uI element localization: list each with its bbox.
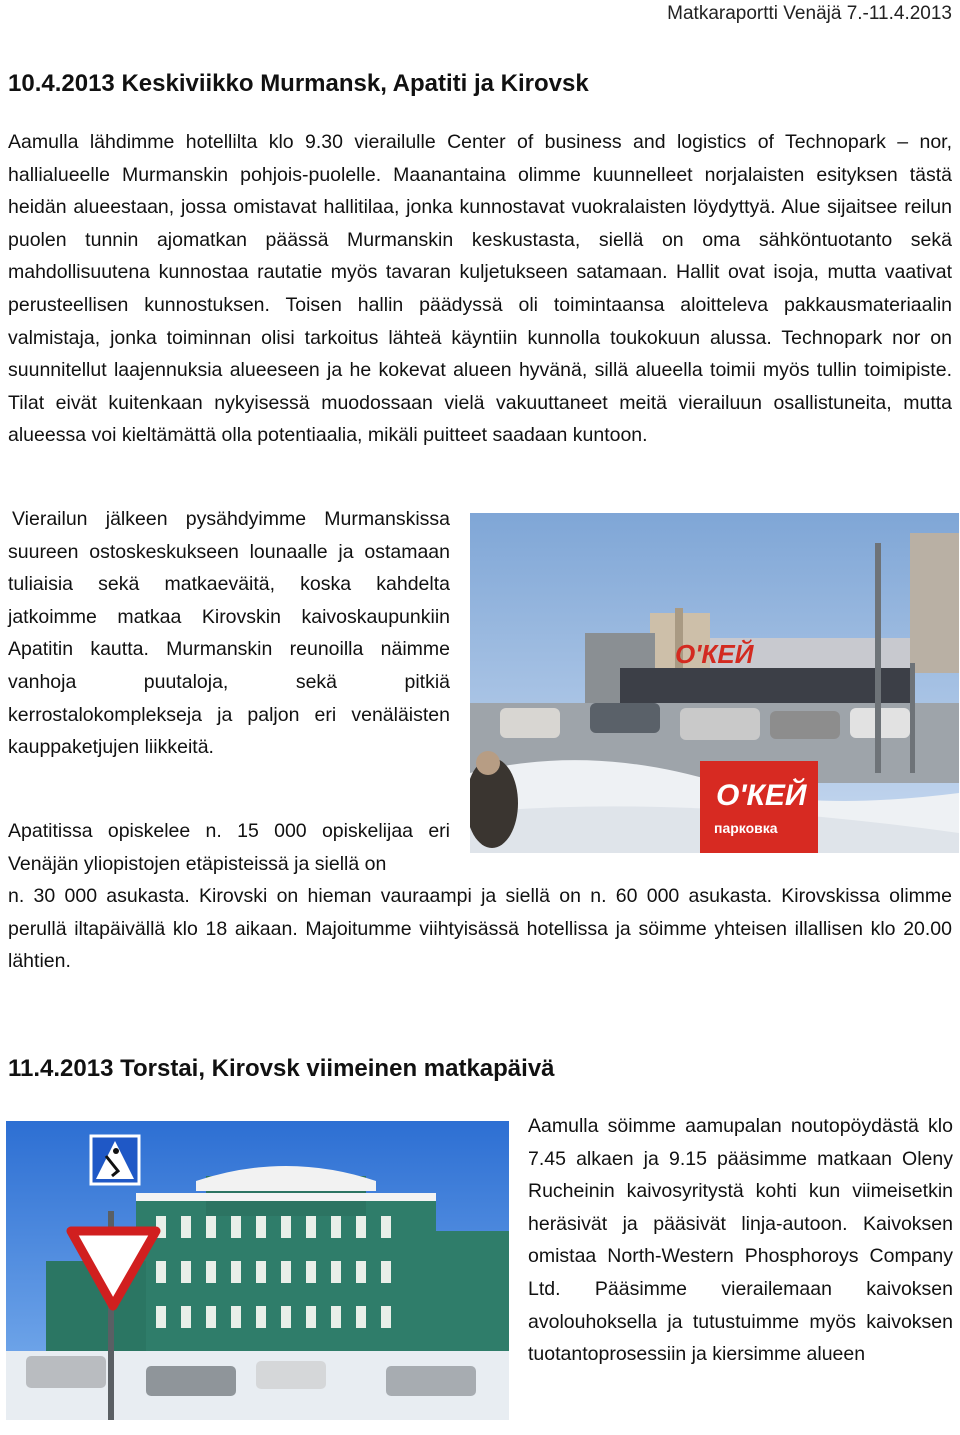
- paragraph-technopark-visit: Aamulla lähdimme hotellilta klo 9.30 vierailulle Center of business and logistics of Technopark – nor, hallialueelle Murmanskin pohjois-puolelle. Maanantaina olimme kuunnelleet norjalaisten esityksen tästä heidän alueestaan, jossa omistavat hallitilaa, jonka kunnostavat vuokralaisten löydyttyä. Alue sijaitsee reilun puolen tunnin ajomatkan päässä Murmanskin keskustasta, siellä on oma sähköntuotanto sekä mahdollisuutena kunnostaa rautatie myös tavaran kuljetukseen satamaan. Hallit ovat isoja, mutta vaativat perusteellisen kunnostuksen. Toisen hallin päädyssä oli toimintaansa aloitteleva pakkausmateriaalin valmistaja, jonka toiminnan olisi tarkoitus lähteä käyntiin kunnolla toukokuun alussa. Technopark nor on suunnitellut laajennuksia alueeseen ja he kokevat alueen hyvänä, sillä alueella toimii myös tullin toimipiste. Tilat eivät kuitenkaan nykyisessä muodossaan vielä vakuuttaneet meitä vierailuun osallistuneita, mutta alueessa voi kieltämättä olla potentiaalia, mikäli puitteet saadaan kuntoon.: [8, 131, 952, 447]
- okey-store-sign: О'КЕЙ: [675, 639, 754, 669]
- parking-label: парковка: [714, 820, 778, 836]
- shopping-center-photo: [470, 513, 959, 853]
- okey-parking-sign: О'КЕЙ: [716, 779, 807, 812]
- paragraph-apatity-kirovsk: n. 30 000 asukasta. Kirovski on hieman vauraampi ja siellä on n. 60 000 asukasta. Kirovskissa olimme perullä iltapäivällä klo 18 aikaan. Majoitumme viihtyisässä hotellissa ja söimme yhteisen illallisen klo 20.00 lähtien.: [8, 885, 952, 973]
- section-heading-day1: 10.4.2013 Keskiviikko Murmansk, Apatiti ja Kirovsk: [8, 70, 589, 97]
- running-header: Matkaraportti Venäjä 7.-11.4.2013: [667, 3, 952, 24]
- kirovsk-building-photo: [6, 1121, 509, 1420]
- paragraph-shopping-stop: Vierailun jälkeen pysähdyimme Murmanskissa suureen ostoskeskukseen lounaalle ja ostamaan tuliaisia sekä matkaeväitä, koska kahdelta jatkoimme matkaa Kirovskin kaivoskaupunkiin Apatitin kautta. Murmanskin reunoilla näimme vanhoja puutaloja, sekä pitkiä kerrostalokomplekseja ja paljon eri venäläisten kauppaketjujen liikkeitä.: [8, 508, 450, 759]
- paragraph-apatity-side: Apatitissa opiskelee n. 15 000 opiskelijaa eri Venäjän yliopistojen etäpisteissä ja siellä on: [8, 820, 450, 875]
- section-heading-day2: 11.4.2013 Torstai, Kirovsk viimeinen matkapäivä: [8, 1055, 555, 1082]
- paragraph-mine-visit: Aamulla söimme aamupalan noutopöydästä klo 7.45 alkaen ja 9.15 pääsimme matkaan Oleny Rucheinin kaivosyritystä kohti kun viimeisetkin heräsivät ja pääsivät linja-autoon. Kaivoksen omistaa North-Western Phosphoroys Company Ltd. Pääsimme vierailemaan kaivoksen avolouhoksella ja tutustuimme myös kaivoksen tuotantoprosessiin ja kiersimme alueen: [528, 1115, 953, 1366]
